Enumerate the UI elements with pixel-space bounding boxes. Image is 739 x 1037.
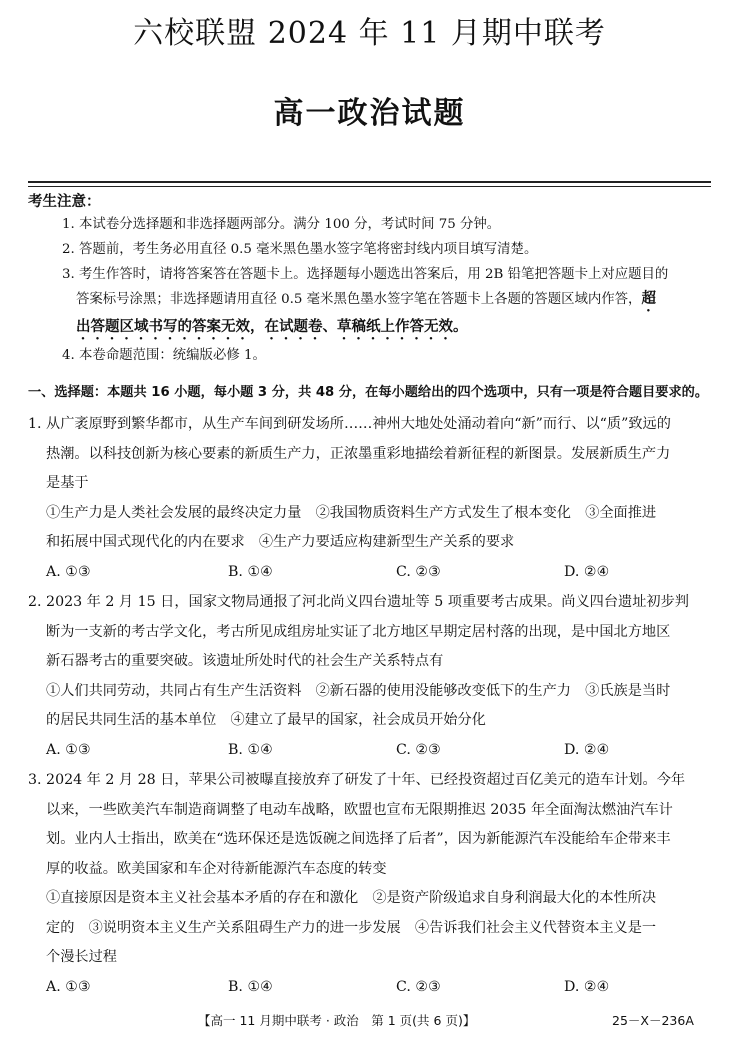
question-stem-line: 断为一支新的考古学文化，考古所见成组房址实证了北方地区早期定居村落的出现，是中国北方地区 xyxy=(46,623,671,640)
question-stem-line: 热潮。以科技创新为核心要素的新质生产力，正浓墨重彩地描绘着新征程的新图景。发展新质生产力 xyxy=(46,445,671,462)
notice-item-continuation xyxy=(28,287,718,315)
question-stem-line: 以来，一些欧美汽车制造商调整了电动车战略，欧盟也宣布无限期推迟 2035 年全面淘汰燃油汽车计 xyxy=(46,801,673,818)
question-2 xyxy=(28,588,718,765)
question-statement-line: ①生产力是人类社会发展的最终决定力量 ②我国物质资料生产方式发生了根本变化 ③全面推进 xyxy=(46,504,657,521)
option-d[interactable]: D. ②④ xyxy=(564,978,610,995)
question-stem-line: 划。业内人士指出，欧美在“选环保还是选饭碗之间选择了后者”，因为新能源汽车没能给车企带来丰 xyxy=(46,831,671,847)
notice-item: 3. 考生作答时，请将答案答在答题卡上。选择题每小题选出答案后，用 2B 铅笔把答题卡上对应题目的 xyxy=(62,267,669,282)
question-statement-line: 定的 ③说明资本主义生产关系阻碍生产力的进一步发展 ④告诉我们社会主义代替资本主义是一 xyxy=(46,919,657,936)
exam-title: 六校联盟 2024 年 11 月期中联考 xyxy=(133,16,606,51)
subject-title: 高一政治试题 xyxy=(273,96,466,131)
option-b[interactable]: B. ①④ xyxy=(228,741,273,758)
question-stem-line: 1. 从广袤原野到繁华都市，从生产车间到研发场所……神州大地处处涌动着向“新”而行、以“质”致远的 xyxy=(28,416,671,432)
question-1 xyxy=(28,410,718,587)
question-stem-line: 新石器考古的重要突破。该遗址所处时代的社会生产关系特点有 xyxy=(46,653,444,669)
answer-options xyxy=(28,558,718,587)
exam-notice xyxy=(28,192,718,368)
question-stem-line: 3. 2024 年 2 月 28 日，苹果公司被曝直接放弃了研发了十年、已经投资超过百亿美元的造车计划。今年 xyxy=(28,772,686,788)
option-b[interactable]: B. ①④ xyxy=(228,563,273,580)
question-3 xyxy=(28,766,718,1002)
question-stem-line: 厚的收益。欧美国家和车企对待新能源汽车态度的转变 xyxy=(46,860,387,877)
footer-exam-code: 25－X－236A xyxy=(612,1013,694,1028)
answer-options xyxy=(28,736,718,765)
question-stem-line: 2. 2023 年 2 月 15 日，国家文物局通报了河北尚义四台遗址等 5 项重要考古成果。尚义四台遗址初步判 xyxy=(28,594,689,610)
option-a[interactable]: A. ①③ xyxy=(46,978,91,995)
notice-item: 2. 答题前，考生务必用直径 0.5 毫米黑色墨水签字笔将密封线内项目填写清楚。 xyxy=(62,242,538,257)
notice-text: 答案标号涂黑；非选择题请用直径 0.5 毫米黑色墨水签字笔在答题卡上各题的答题区域内作答， xyxy=(76,292,642,307)
section-heading: 一、选择题：本题共 16 小题，每小题 3 分，共 48 分，在每小题给出的四个选项中，只有一项是符合题目要求的。 xyxy=(28,385,709,400)
divider-thick xyxy=(28,181,711,183)
notice-item-continuation xyxy=(28,315,718,343)
footer-page-info: 【高一 11 月期中联考 · 政治 第 1 页(共 6 页)】 xyxy=(198,1013,476,1028)
question-statement-line: 和拓展中国式现代化的内在要求 ④生产力要适应构建新型生产关系的要求 xyxy=(46,534,515,550)
notice-title: 考生注意： xyxy=(28,194,101,210)
question-statement-line: 个漫长过程 xyxy=(46,949,117,965)
option-a[interactable]: A. ①③ xyxy=(46,563,91,580)
question-stem-line: 是基于 xyxy=(46,475,89,491)
answer-options xyxy=(28,973,718,1002)
emphasized-text: 出答题区域书写的答案无效，在试题卷、草稿纸上作答无效。 xyxy=(76,319,468,335)
notice-item: 1. 本试卷分选择题和非选择题两部分。满分 100 分，考试时间 75 分钟。 xyxy=(62,217,501,232)
notice-item: 4. 本卷命题范围：统编版必修 1。 xyxy=(62,348,266,363)
question-statement-line: ①人们共同劳动，共同占有生产生活资料 ②新石器的使用没能够改变低下的生产力 ③氏族是当时 xyxy=(46,682,671,699)
option-a[interactable]: A. ①③ xyxy=(46,741,91,758)
option-d[interactable]: D. ②④ xyxy=(564,563,610,580)
option-c[interactable]: C. ②③ xyxy=(396,741,441,758)
emphasized-text: 超 xyxy=(641,291,656,307)
option-d[interactable]: D. ②④ xyxy=(564,741,610,758)
option-b[interactable]: B. ①④ xyxy=(228,978,273,995)
question-statement-line: ①直接原因是资本主义社会基本矛盾的存在和激化 ②是资产阶级追求自身利润最大化的本性所决 xyxy=(46,890,657,906)
question-statement-line: 的居民共同生活的基本单位 ④建立了最早的国家，社会成员开始分化 xyxy=(46,712,486,728)
divider-thin xyxy=(28,186,711,187)
option-c[interactable]: C. ②③ xyxy=(396,563,441,580)
option-c[interactable]: C. ②③ xyxy=(396,978,441,995)
